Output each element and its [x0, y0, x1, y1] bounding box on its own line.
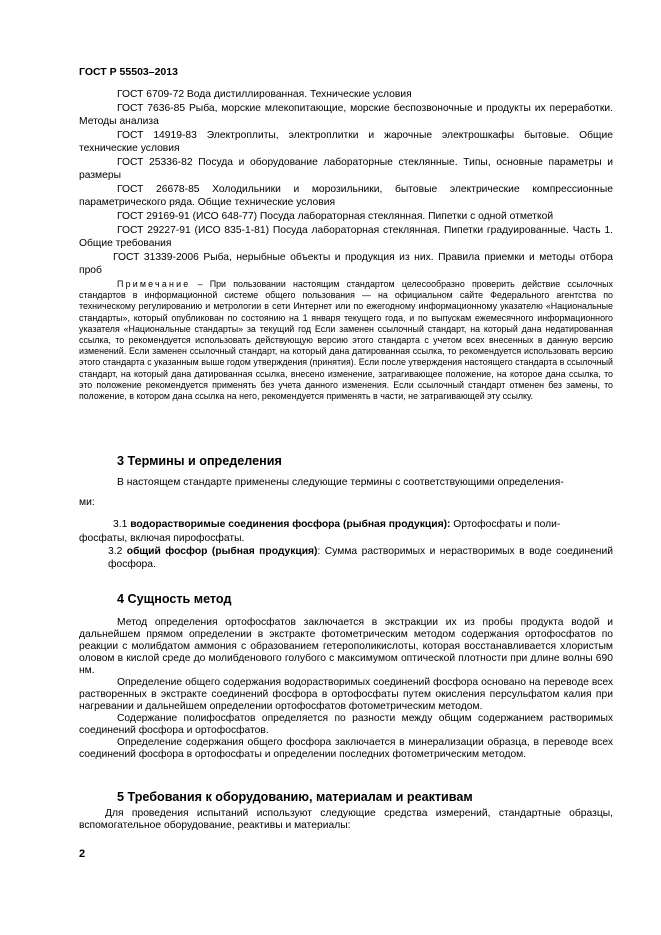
term-definition: Ортофосфаты и поли- [450, 519, 561, 531]
term-3-1 [79, 518, 613, 531]
note-paragraph [79, 279, 613, 402]
note-label: Примечание [117, 279, 191, 289]
section-5-heading: 5 Требования к оборудованию, материалам и реактивам [117, 790, 473, 804]
section-4-body [79, 617, 613, 761]
section-5-body [79, 808, 613, 832]
reference-item: ГОСТ 7636-85 Рыба, морские млекопитающие, морские беспозвоночные и продукты их переработки. Методы анализа [79, 102, 613, 127]
term-definition: : Сумма растворимых и нерастворимых в воде соединений фосфора. [108, 545, 613, 571]
reference-item: ГОСТ 29169-91 (ИСО 648-77) Посуда лабораторная стеклянная. Пипетки с одной отметкой [117, 210, 554, 222]
section-3-intro: В настоящем стандарте применены следующие термины с соответствующими определения- [117, 477, 564, 488]
section-4-paragraph: Содержание полифосфатов определяется по разности между общим содержанием растворимых соединений фосфора и ортофосфатов. [79, 712, 613, 736]
section-3-heading: 3 Термины и определения [117, 454, 282, 468]
section-4-paragraph: Определение общего содержания водорастворимых соединений фосфора основано на переводе всех растворенных в экстракте соединений фосфора в ортофосфаты путем окисления персульфатом калия при нагревании и дальнейшем определении ортофосфатов фотометрическим методом. [79, 676, 613, 712]
reference-item: ГОСТ 26678-85 Холодильники и морозильники, бытовые электрические компрессионные параметрического ряда. Общие технические условия [79, 183, 613, 208]
term-name: водорастворимые соединения фосфора (рыбная продукция): [130, 519, 451, 531]
section-4-heading: 4 Сущность метод [117, 592, 232, 606]
page-number: 2 [79, 848, 86, 860]
term-number: 3.2 [108, 545, 127, 557]
doc-header: ГОСТ Р 55503–2013 [79, 66, 178, 78]
reference-item: ГОСТ 25336-82 Посуда и оборудование лабораторные стеклянные. Типы, основные параметры и размеры [79, 156, 613, 181]
term-3-1-cont: фосфаты, включая пирофосфаты. [79, 532, 245, 544]
term-number: 3.1 [113, 519, 131, 531]
section-4-paragraph: Метод определения ортофосфатов заключается в экстракции их из пробы продукта водой и дальнейшем прямом определении в экстракте фотометрическим методом содержания ортофосфатов по реакции с молибдатом аммония с образованием гетерополикислоты, которая восстанавливается хлористым оловом в кислой среде до молибденового голубого с максимумом оптической плотности при длине волны 690 нм. [79, 617, 613, 676]
section-4-paragraph: Определение содержания общего фосфора заключается в минерализации образца, в переводе всех соединений фосфора в ортофосфаты и определении последних фотометрическим методом. [79, 736, 613, 760]
section-3-body [79, 476, 613, 571]
note-text: – При пользовании настоящим стандартом целесообразно проверить действие ссылочных стандартов в информационной системе общего пользования — на официальном сайте Федерального агентства по техническому регулированию и метрологии в сети Интернет или по ежегодному информационному указателю «Национальные стандарты», который опубликован по состоянию на 1 января текущего года, и по выпускам ежемесячного информационного указателя «Национальные стандарты» за текущий год Если заменен ссылочный стандарт, на который дана недатированная ссылка, то рекомендуется использовать действующую версию этого стандарта с учетом всех внесенных в данную версию изменений. Если заменен ссылочный стандарт, на который дана датированная ссылка, то рекомендуется использовать версию этого стандарта с указанным выше годом утверждения (принятия). Если после утверждения настоящего стандарта в ссылочный стандарт, на который дана датированная ссылка, внесено изменение, затрагивающее положение, на которое дана ссылка, то это положение рекомендуется применять без учета данного изменения. Если ссылочный стандарт отменен без замены, то положение, в котором дана ссылка на него, рекомендуется применять в части, не затрагивающей эту ссылку. [79, 279, 613, 402]
section-3-intro-cont: ми: [79, 497, 95, 509]
reference-item: ГОСТ 31339-2006 Рыба, нерыбные объекты и продукция из них. Правила приемки и методы отбора проб [79, 251, 613, 276]
section-5-paragraph: Для проведения испытаний используют следующие средства измерений, стандартные образцы, вспомогательное оборудование, реактивы и материалы: [79, 808, 613, 832]
reference-item: ГОСТ 29227-91 (ИСО 835-1-81) Посуда лабораторная стеклянная. Пипетки градуированные. Часть 1. Общие требования [79, 224, 613, 249]
term-name: общий фосфор (рыбная продукция) [126, 545, 318, 557]
term-3-2 [79, 545, 613, 571]
reference-item: ГОСТ 14919-83 Электроплиты, электроплитки и жарочные электрошкафы бытовые. Общие технические условия [79, 129, 613, 154]
normative-references [79, 88, 613, 278]
reference-item: ГОСТ 6709-72 Вода дистиллированная. Технические условия [117, 89, 412, 100]
